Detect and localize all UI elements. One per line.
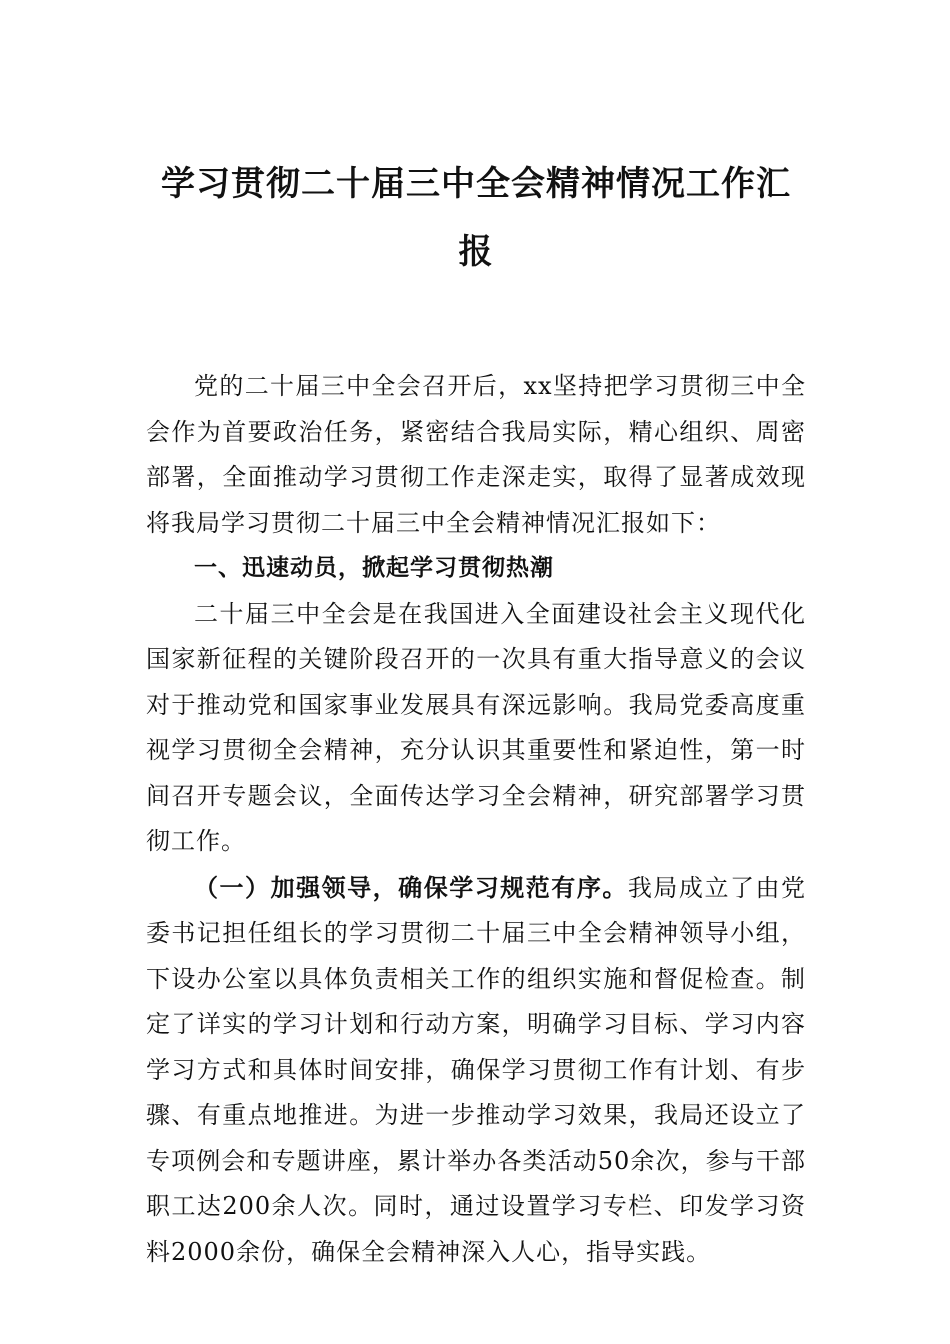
subsection-lead: （一）加强领导，确保学习规范有序。: [194, 872, 628, 902]
document-page: [146, 150, 806, 1275]
intro-paragraph: 党的二十届三中全会召开后，xx坚持把学习贯彻三中全会作为首要政治任务，紧密结合我局实际，精心组织、周密部署，全面推动学习贯彻工作走深走实，取得了显著成效现将我局学习贯彻二十届三中全会精神情况汇报如下：: [146, 372, 806, 537]
subsection-body: 我局成立了由党委书记担任组长的学习贯彻二十届三中全会精神领导小组，下设办公室以具体负责相关工作的组织实施和督促检查。制定了详实的学习计划和行动方案，明确学习目标、学习内容学习方式和具体时间安排，确保学习贯彻工作有计划、有步骤、有重点地推进。为进一步推动学习效果，我局还设立了专项例会和专题讲座，累计举办各类活动50余次，参与干部职工达200余人次。同时，通过设置学习专栏、印发学习资料2000余份，确保全会精神深入人心，指导实践。: [146, 873, 807, 1266]
section-body-paragraph: 二十届三中全会是在我国进入全面建设社会主义现代化国家新征程的关键阶段召开的一次具有重大指导意义的会议对于推动党和国家事业发展具有深远影响。我局党委高度重视学习贯彻全会精神，充分认识其重要性和紧迫性，第一时间召开专题会议，全面传达学习全会精神，研究部署学习贯彻工作。: [146, 599, 806, 855]
section-heading: 一、迅速动员，掀起学习贯彻热潮: [194, 555, 554, 581]
document-title: 学习贯彻二十届三中全会精神情况工作汇报: [161, 164, 791, 272]
subsection-paragraph: [146, 865, 806, 1276]
